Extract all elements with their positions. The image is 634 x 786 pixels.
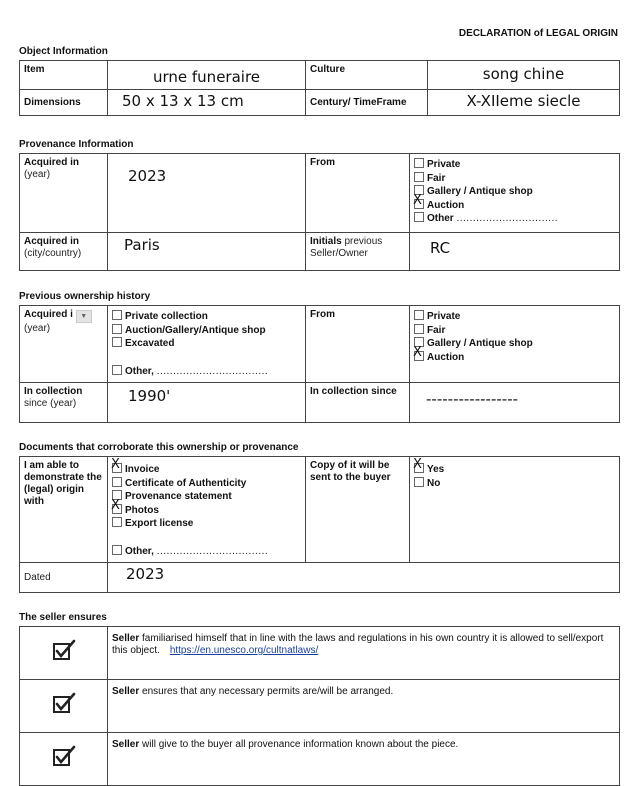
in-collection-label: In collection (24, 386, 83, 397)
checked-checkbox-icon[interactable] (414, 199, 424, 209)
history-heading: Previous ownership history (19, 291, 151, 302)
doc-option-invoice[interactable]: XInvoice (112, 463, 301, 477)
ensures-table (19, 626, 620, 786)
documents-table (19, 456, 620, 593)
acquired-city-label: Acquired in (24, 236, 80, 247)
dated-value: 2023 (126, 565, 165, 583)
in-collection-sub: since (year) (24, 398, 77, 409)
doc-option-export-license[interactable]: Export license (112, 517, 301, 531)
history-acquired-sub: (year) (24, 323, 51, 334)
checkbox-icon[interactable] (414, 172, 424, 182)
in-collection-value: 1990' (128, 387, 171, 405)
ensure-1-bold: Seller (112, 633, 140, 644)
history-option-other[interactable]: Other, .................................. (112, 365, 268, 379)
acquired-year-label: Acquired in (24, 157, 80, 168)
history-from-auction[interactable]: XAuction (414, 351, 615, 365)
checkbox-icon[interactable] (112, 477, 122, 487)
provenance-table (19, 153, 620, 271)
history-from-fair[interactable]: Fair (414, 324, 615, 338)
checkmark-box-icon (20, 680, 107, 726)
history-table (19, 305, 620, 423)
checkbox-icon[interactable] (112, 545, 122, 555)
acquired-year-sub: (year) (24, 169, 51, 180)
doc-option-certificate[interactable]: Certificate of Authenticity (112, 477, 301, 491)
initials-label: Initials (310, 236, 342, 247)
ensure-2-text: ensures that any necessary permits are/will be arranged. (142, 686, 394, 697)
in-collection-since-label: In collection since (306, 383, 410, 423)
ensure-1-text: familiarised himself that in line with the laws and regulations in his own country it is allowed to sell/export this object. (112, 633, 604, 656)
item-value: urne funeraire (152, 68, 261, 86)
checkbox-icon[interactable] (112, 337, 122, 347)
dated-label: Dated (20, 563, 108, 593)
initials-value: RC (430, 239, 451, 257)
acquired-city-sub: (city/country) (24, 248, 82, 259)
checked-checkbox-icon[interactable] (112, 504, 122, 514)
copy-option-yes[interactable]: XYes (414, 463, 615, 477)
document-title: DECLARATION of LEGAL ORIGIN (458, 28, 618, 39)
unesco-link[interactable]: https://en.unesco.org/cultnatlaws/ (169, 645, 319, 656)
dimensions-value: 50 x 13 x 13 cm (122, 92, 244, 110)
checked-checkbox-icon[interactable] (112, 463, 122, 473)
ensures-heading: The seller ensures (19, 612, 107, 623)
from-option-private[interactable]: Private (414, 158, 615, 172)
century-label: Century/ TimeFrame (306, 90, 428, 116)
ensure-2-bold: Seller (112, 686, 140, 697)
provenance-heading: Provenance Information (19, 139, 134, 150)
acquired-year-value: 2023 (128, 167, 167, 185)
item-label: Item (20, 61, 108, 90)
from-option-gallery[interactable]: Gallery / Antique shop (414, 185, 615, 199)
object-info-table (19, 60, 620, 116)
dropdown-icon[interactable]: ▼ (76, 310, 92, 323)
history-option-excavated[interactable]: Excavated (112, 337, 301, 351)
checked-checkbox-icon[interactable] (414, 351, 424, 361)
checkmark-box-icon (20, 733, 107, 779)
able-to-demonstrate-label: I am able to demonstrate the (legal) origin with (20, 457, 108, 563)
history-from-label: From (306, 306, 410, 383)
doc-option-other[interactable]: Other, .................................. (112, 545, 268, 559)
checkbox-icon[interactable] (414, 324, 424, 334)
checkbox-icon[interactable] (414, 158, 424, 168)
ensure-3-bold: Seller (112, 739, 140, 750)
from-option-other[interactable]: Other ............................... (414, 212, 615, 226)
culture-value: song chine (482, 64, 565, 83)
copy-sent-label: Copy of it will be sent to the buyer (306, 457, 410, 563)
checkbox-icon[interactable] (414, 212, 424, 222)
checkbox-icon[interactable] (112, 365, 122, 375)
in-collection-since-value: ----------------- (426, 390, 519, 408)
history-option-private-collection[interactable]: Private collection (112, 310, 301, 324)
from-label: From (306, 154, 410, 233)
copy-option-no[interactable]: No (414, 477, 615, 491)
acquired-city-value: Paris (124, 236, 160, 254)
dimensions-label: Dimensions (20, 90, 108, 116)
checked-checkbox-icon[interactable] (414, 463, 424, 473)
from-option-auction[interactable]: XAuction (414, 199, 615, 213)
checkbox-icon[interactable] (414, 477, 424, 487)
from-option-fair[interactable]: Fair (414, 172, 615, 186)
history-acquired-label: Acquired i (24, 309, 73, 320)
checkmark-box-icon (20, 627, 107, 673)
checkbox-icon[interactable] (414, 310, 424, 320)
history-from-private[interactable]: Private (414, 310, 615, 324)
documents-heading: Documents that corroborate this ownership or provenance (19, 442, 299, 453)
checkbox-icon[interactable] (112, 324, 122, 334)
initials-sub: previous Seller/Owner (310, 236, 383, 259)
object-info-heading: Object Information (19, 46, 108, 57)
ensure-3-text: will give to the buyer all provenance information known about the piece. (142, 739, 459, 750)
doc-option-photos[interactable]: XPhotos (112, 504, 301, 518)
history-from-gallery[interactable]: Gallery / Antique shop (414, 337, 615, 351)
checkbox-icon[interactable] (112, 310, 122, 320)
history-option-auction-gallery[interactable]: Auction/Gallery/Antique shop (112, 324, 301, 338)
culture-label: Culture (306, 61, 428, 90)
checkbox-icon[interactable] (112, 517, 122, 527)
century-value: X-XIIeme siecle (466, 92, 581, 110)
doc-option-provenance-statement[interactable]: Provenance statement (112, 490, 301, 504)
